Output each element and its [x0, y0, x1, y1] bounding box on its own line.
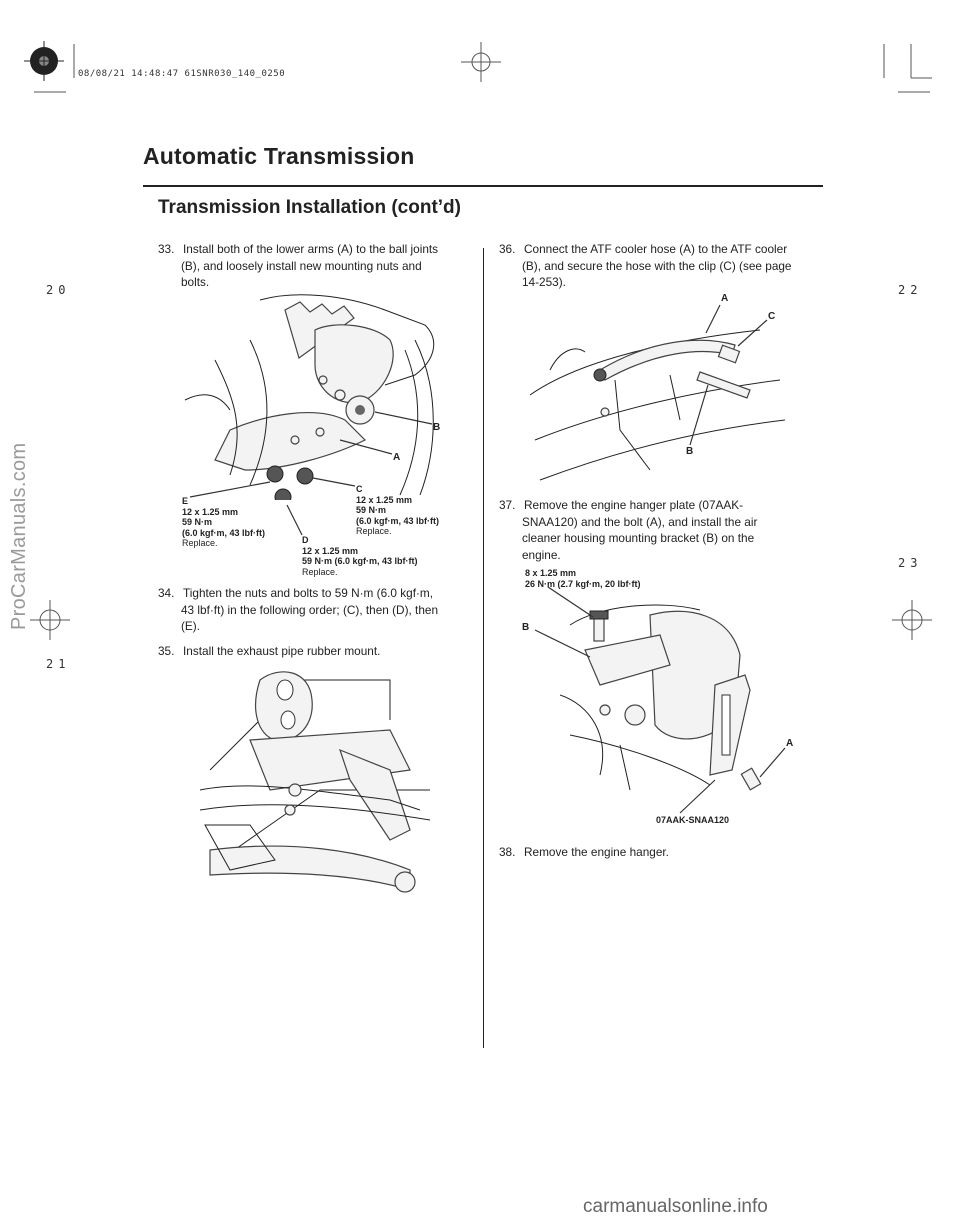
step-text: Install the exhaust pipe rubber mount.: [183, 644, 381, 658]
callout-b: B: [522, 622, 530, 633]
callout-b: B: [433, 422, 441, 433]
step-text-continued: 43 lbf·ft) in the following order; (C), then (D), then (E).: [181, 602, 439, 633]
label-letter: D: [302, 535, 309, 545]
step-number: 36.: [499, 242, 516, 256]
label-note: Replace.: [182, 538, 218, 548]
step-number: 33.: [158, 242, 175, 256]
label-torque: 59 N·m: [356, 505, 387, 515]
tool-number-label: 07AAK-SNAA120: [656, 815, 730, 825]
label-size: 12 x 1.25 mm: [182, 506, 239, 517]
margin-number-top-right: 22: [898, 283, 923, 297]
label-letter: C: [356, 484, 363, 494]
margin-number-bottom-right: 23: [898, 556, 923, 570]
step-text: Install both of the lower arms (A) to the ball joints: [183, 242, 439, 256]
callout-a: A: [786, 738, 794, 749]
callout-a: A: [393, 452, 401, 463]
callout-c: C: [768, 311, 776, 322]
label-size: 12 x 1.25 mm: [356, 494, 413, 505]
step-text-continued: (B), and loosely install new mounting nuts and bolts.: [181, 258, 422, 289]
footer-watermark: carmanualsonline.info: [583, 1196, 768, 1217]
print-stamp: 08/08/21 14:48:47 61SNR030_140_0250: [78, 69, 286, 79]
label-letter: E: [182, 496, 189, 506]
section-title: Transmission Installation (cont’d): [158, 197, 461, 218]
side-watermark: ProCarManuals.com: [8, 442, 30, 630]
page-title: Automatic Transmission: [143, 143, 415, 169]
bolt-torque: 26 N·m (2.7 kgf·m, 20 lbf·ft): [525, 578, 641, 589]
bolt-size: 8 x 1.25 mm: [525, 568, 577, 578]
step-text: Tighten the nuts and bolts to 59 N·m (6.0 kgf·m,: [183, 586, 434, 600]
callout-a: A: [721, 293, 729, 304]
step-number: 35.: [158, 644, 175, 658]
step-number: 38.: [499, 845, 516, 859]
label-torque: 59 N·m: [182, 517, 213, 527]
step-text-continued: (B), and secure the hose with the clip (C) (see page 14-253).: [522, 258, 792, 289]
step-text-continued: SNAA120) and the bolt (A), and install the air cleaner housing mounting bracket (B) on the engine.: [522, 514, 758, 562]
step-number: 37.: [499, 498, 516, 512]
label-torque-alt: (6.0 kgf·m, 43 lbf·ft): [356, 515, 440, 526]
margin-number-bottom-left: 21: [46, 657, 71, 671]
label-torque: 59 N·m (6.0 kgf·m, 43 lbf·ft): [302, 556, 418, 566]
margin-number-top-left: 20: [46, 283, 71, 297]
label-note: Replace.: [356, 526, 392, 536]
step-text: Remove the engine hanger.: [524, 845, 669, 859]
callout-b: B: [686, 446, 694, 457]
label-note: Replace.: [302, 566, 338, 577]
label-torque-alt: (6.0 kgf·m, 43 lbf·ft): [182, 527, 266, 538]
step-text: Remove the engine hanger plate (07AAK-: [524, 498, 744, 512]
step-number: 34.: [158, 586, 175, 600]
step-text: Connect the ATF cooler hose (A) to the ATF cooler: [524, 242, 788, 256]
label-size: 12 x 1.25 mm: [302, 545, 359, 556]
